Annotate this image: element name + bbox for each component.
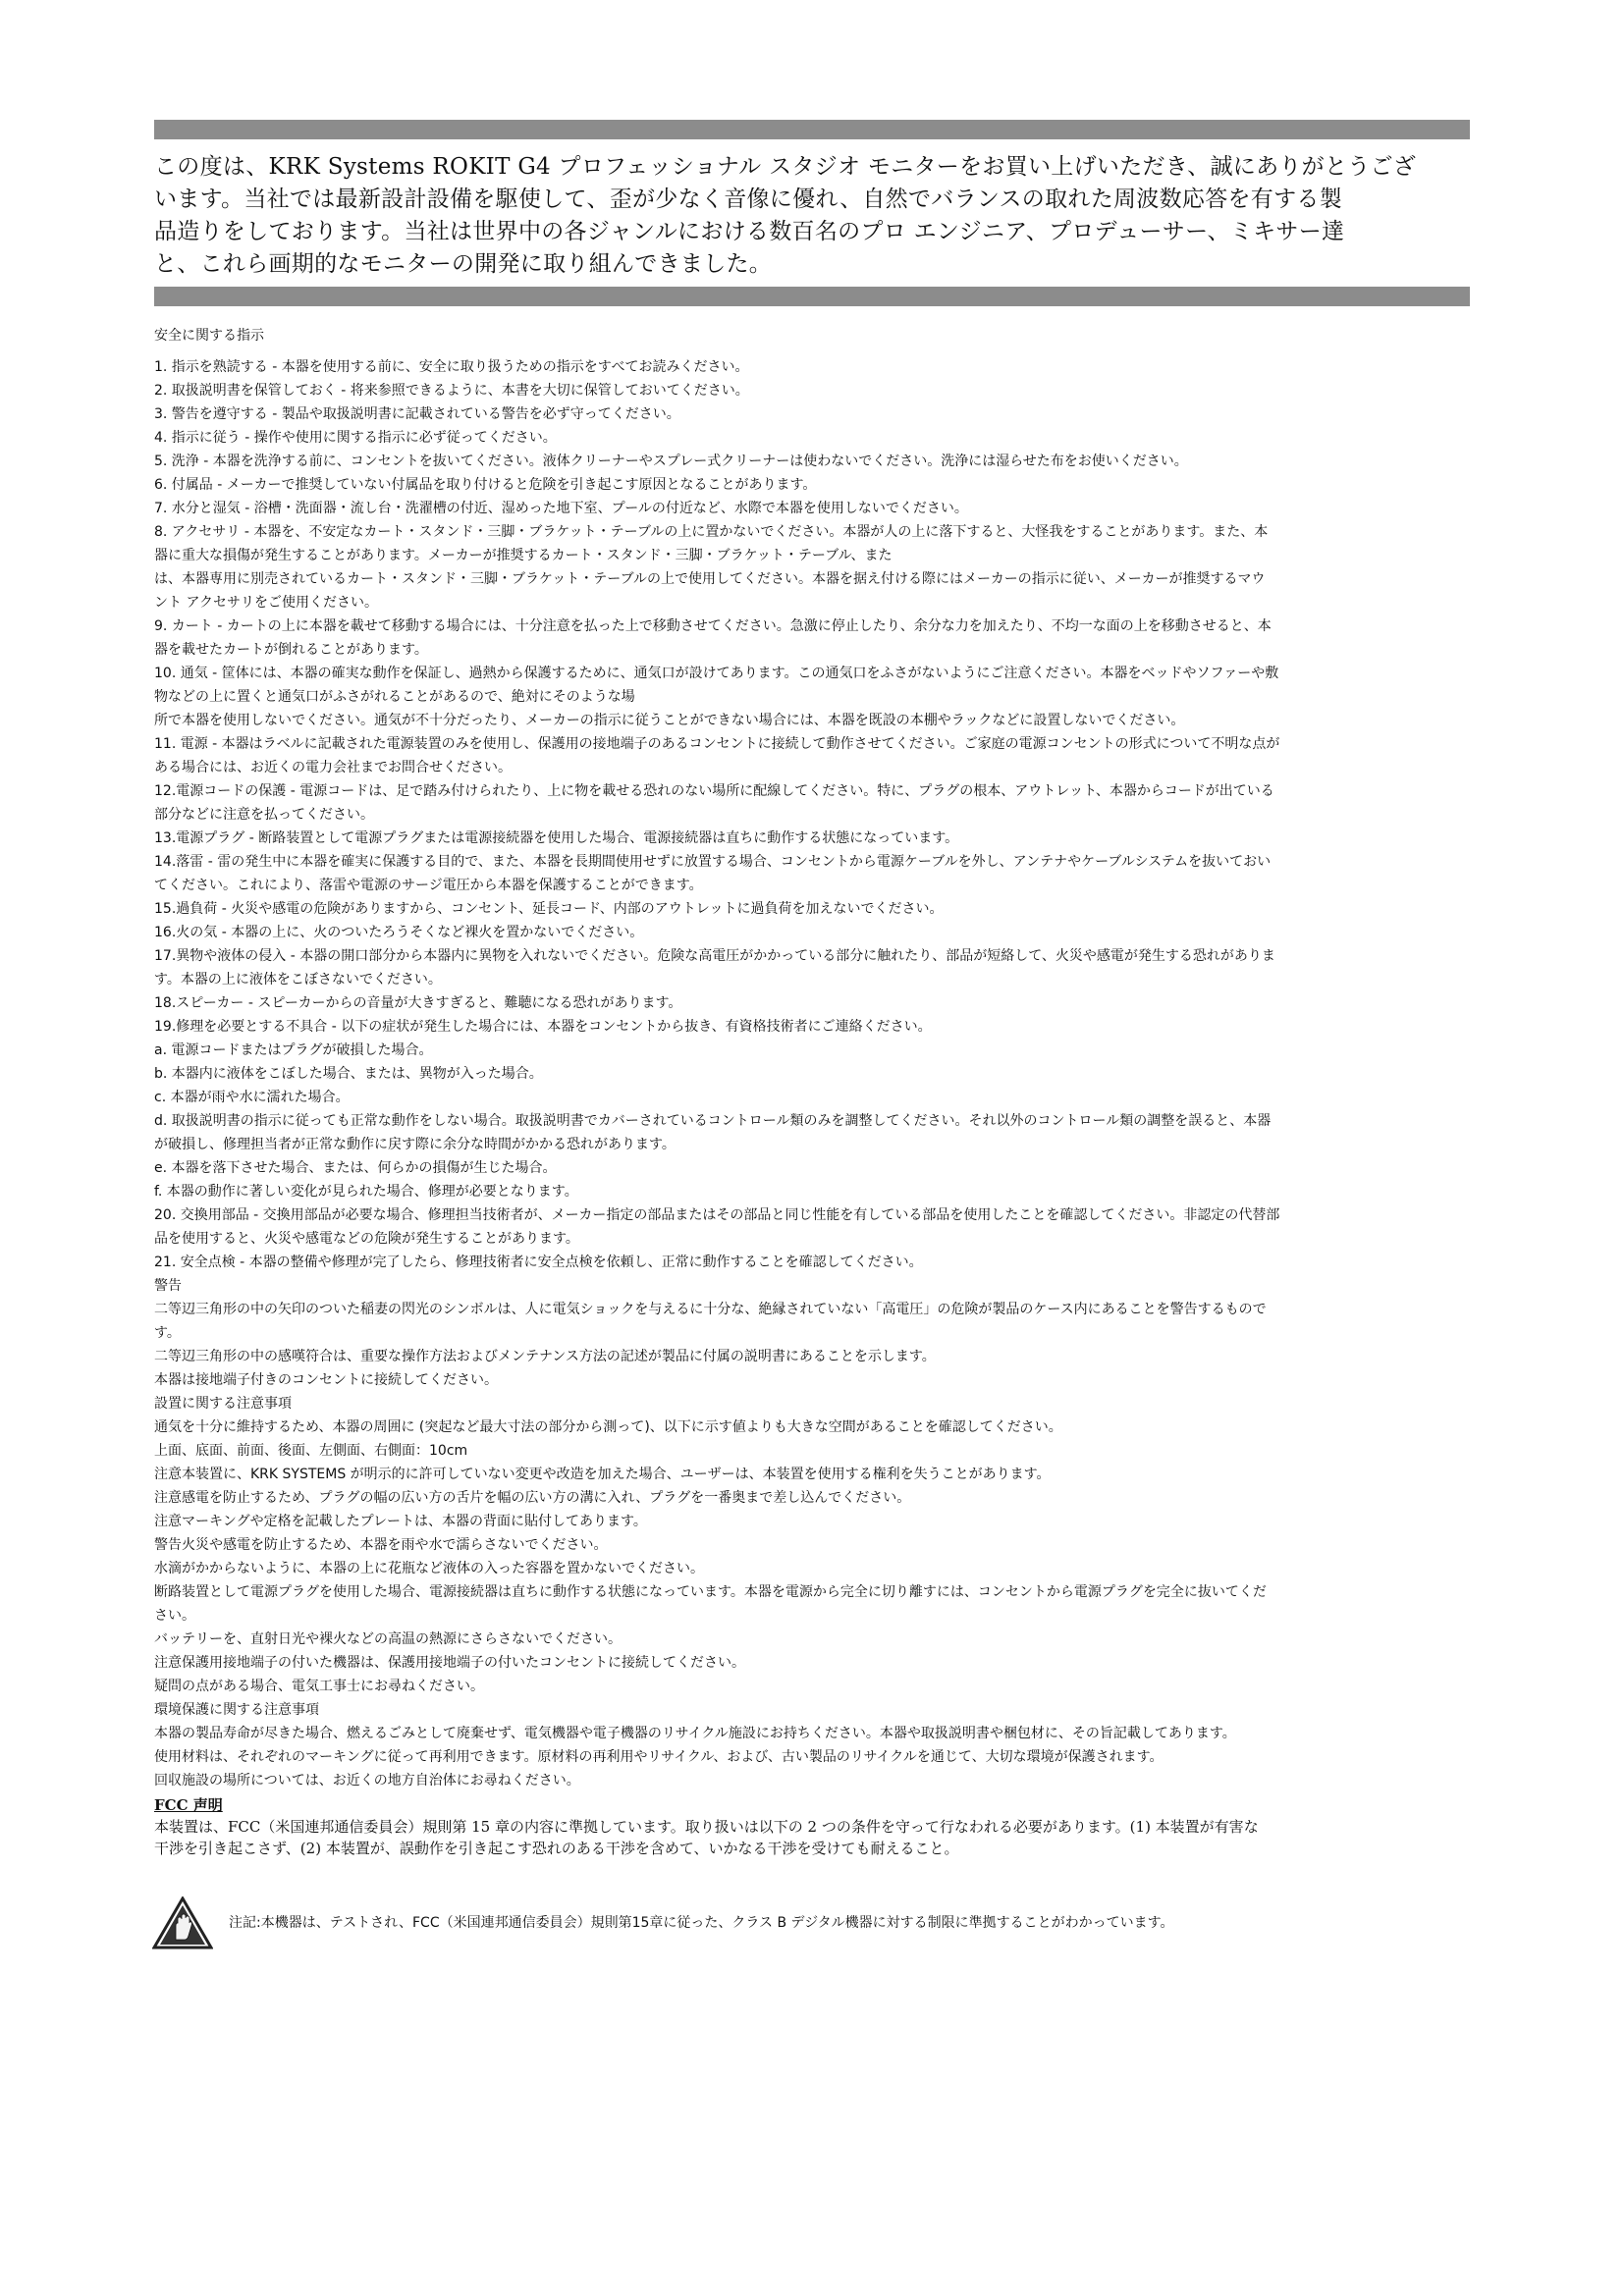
body-line: 環境保護に関する注意事項 <box>154 1702 319 1718</box>
body-line: 安全に関する指示 <box>154 328 264 344</box>
body-line: 2. 取扱説明書を保管しておく - 将来参照できるように、本書を大切に保管しておいてください。 <box>154 383 749 399</box>
body-line: c. 本器が雨や水に濡れた場合。 <box>154 1090 350 1105</box>
body-line: 注意本装置に、KRK SYSTEMS が明示的に許可していない変更や改造を加えた場合、ユーザーは、本装置を使用する権利を失うことがあります。 <box>154 1467 1051 1482</box>
body-line: 警告 <box>154 1278 182 1294</box>
body-line: さい。 <box>154 1608 195 1624</box>
fcc-heading: FCC 声明 <box>154 1796 223 1814</box>
body-line: 12.電源コードの保護 - 電源コードは、足で踏み付けられたり、上に物を載せる恐れのない場所に配線してください。特に、プラグの根本、アウトレット、本器からコードが出ている <box>154 783 1274 799</box>
intro-paragraph <box>154 139 1470 287</box>
body-line: 警告火災や感電を防止するため、本器を雨や水で濡らさないでください。 <box>154 1537 608 1553</box>
hand-warning-icon <box>152 1896 213 1949</box>
intro-line: この度は、KRK Systems ROKIT G4 プロフェッショナル スタジオ モニターをお買い上げいただき、誠にありがとうござ <box>154 154 1417 180</box>
body-line: 本器は接地端子付きのコンセントに接続してください。 <box>154 1372 498 1388</box>
body-line: 15.過負荷 - 火災や感電の危険がありますから、コンセント、延長コード、内部のアウトレットに過負荷を加えないでください。 <box>154 901 944 917</box>
body-line: 部分などに注意を払ってください。 <box>154 807 374 823</box>
fcc-statement <box>154 1794 1470 1859</box>
body-line: b. 本器内に液体をこぼした場合、または、異物が入った場合。 <box>154 1066 543 1082</box>
body-line: 疑問の点がある場合、電気工事士にお尋ねください。 <box>154 1679 484 1694</box>
body-line: す。 <box>154 1325 181 1341</box>
body-line: 8. アクセサリ - 本器を、不安定なカート・スタンド・三脚・ブラケット・テーブルの上に置かないでください。本器が人の上に落下すると、大怪我をすることがあります。また、本 <box>154 524 1269 540</box>
body-line: 物などの上に置くと通気口がふさがれることがあるので、絶対にそのような場 <box>154 689 635 705</box>
body-line: 器を載せたカートが倒れることがあります。 <box>154 642 428 658</box>
body-line: 二等辺三角形の中の矢印のついた稲妻の閃光のシンボルは、人に電気ショックを与えるに十分な、絶縁されていない「高電圧」の危険が製品のケース内にあることを警告するもので <box>154 1302 1267 1317</box>
body-line: 器に重大な損傷が発生することがあります。メーカーが推奨するカート・スタンド・三脚・ブラケット・テーブル、また <box>154 548 893 563</box>
body-line: 4. 指示に従う - 操作や使用に関する指示に必ず従ってください。 <box>154 430 557 446</box>
body-line: 二等辺三角形の中の感嘆符合は、重要な操作方法およびメンテナンス方法の記述が製品に付属の説明書にあることを示します。 <box>154 1349 936 1364</box>
body-line: 14.落雷 - 雷の発生中に本器を確実に保護する目的で、また、本器を長期間使用せずに放置する場合、コンセントから電源ケーブルを外し、アンテナやケーブルシステムを抜いておい <box>154 854 1272 870</box>
body-line: 上面、底面、前面、後面、左側面、右側面：10cm <box>154 1443 468 1459</box>
top-divider-bar <box>154 120 1470 139</box>
body-line: 20. 交換用部品 - 交換用部品が必要な場合、修理担当技術者が、メーカー指定の部品またはその部品と同じ性能を有している部品を使用したことを確認してください。非認定の代替部 <box>154 1207 1280 1223</box>
body-line: 17.異物や液体の侵入 - 本器の開口部分から本器内に異物を入れないでください。危険な高電圧がかかっている部分に触れたり、部品が短絡して、火災や感電が発生する恐れがありま <box>154 948 1275 964</box>
body-line: てください。これにより、落雷や電源のサージ電圧から本器を保護することができます。 <box>154 878 703 893</box>
body-line: e. 本器を落下させた場合、または、何らかの損傷が生じた場合。 <box>154 1160 557 1176</box>
body-line: 3. 警告を遵守する - 製品や取扱説明書に記載されている警告を必ず守ってください。 <box>154 406 680 422</box>
body-line: 設置に関する注意事項 <box>154 1396 292 1412</box>
intro-line: と、これら画期的なモニターの開発に取り組んできました。 <box>154 251 773 277</box>
body-line: 9. カート - カートの上に本器を載せて移動する場合には、十分注意を払った上で移動させてください。急激に停止したり、余分な力を加えたり、不均一な面の上を移動させると、本 <box>154 618 1272 634</box>
body-line: は、本器専用に別売されているカート・スタンド・三脚・ブラケット・テーブルの上で使用してください。本器を据え付ける際にはメーカーの指示に従い、メーカーが推奨するマウ <box>154 571 1266 587</box>
body-line: 水滴がかからないように、本器の上に花瓶など液体の入った容器を置かないでください。 <box>154 1561 704 1576</box>
body-line: 回収施設の場所については、お近くの地方自治体にお尋ねください。 <box>154 1773 580 1789</box>
body-line: 21. 安全点検 - 本器の整備や修理が完了したら、修理技術者に安全点検を依頼し、正常に動作することを確認してください。 <box>154 1255 923 1270</box>
body-line: 5. 洗浄 - 本器を洗浄する前に、コンセントを抜いてください。液体クリーナーやスプレー式クリーナーは使わないでください。洗浄には湿らせた布をお使いください。 <box>154 454 1188 469</box>
fcc-note <box>154 1896 1470 1949</box>
body-line: が破損し、修理担当者が正常な動作に戻す際に余分な時間がかかる恐れがあります。 <box>154 1137 676 1152</box>
body-line: 13.電源プラグ - 断路装置として電源プラグまたは電源接続器を使用した場合、電源接続器は直ちに動作する状態になっています。 <box>154 830 959 846</box>
body-line: a. 電源コードまたはプラグが破損した場合。 <box>154 1042 433 1058</box>
fcc-line: 干渉を引き起こさず、(2) 本装置が、誤動作を引き起こす恐れのある干渉を含めて、いかなる干渉を受けても耐えること。 <box>154 1840 959 1857</box>
body-line: 品を使用すると、火災や感電などの危険が発生することがあります。 <box>154 1231 579 1247</box>
body-line: 使用材料は、それぞれのマーキングに従って再利用できます。原材料の再利用やリサイクル、および、古い製品のリサイクルを通じて、大切な環境が保護されます。 <box>154 1749 1164 1765</box>
body-line: ント アクセサリをご使用ください。 <box>154 595 379 611</box>
intro-line: います。当社では最新設計設備を駆使して、歪が少なく音像に優れ、自然でバランスの取れた周波数応答を有する製 <box>154 187 1342 212</box>
fcc-note-text: 注記:本機器は、テストされ、FCC（米国連邦通信委員会）規則第15章に従った、クラス B デジタル機器に対する制限に準拠することがわかっています。 <box>229 1915 1174 1931</box>
body-line: 19.修理を必要とする不具合 - 以下の症状が発生した場合には、本器をコンセントから抜き、有資格技術者にご連絡ください。 <box>154 1019 932 1035</box>
body-line: バッテリーを、直射日光や裸火などの高温の熱源にさらさないでください。 <box>154 1631 622 1647</box>
body-line: 6. 付属品 - メーカーで推奨していない付属品を取り付けると危険を引き起こす原因となることがあります。 <box>154 477 817 493</box>
document-page <box>154 120 1470 1949</box>
body-line: す。本器の上に液体をこぼさないでください。 <box>154 972 442 988</box>
body-line: f. 本器の動作に著しい変化が見られた場合、修理が必要となります。 <box>154 1184 578 1200</box>
body-line: 10. 通気 - 筐体には、本器の確実な動作を保証し、過熱から保護するために、通気口が設けてあります。この通気口をふさがないようにご注意ください。本器をベッドやソファーや敷 <box>154 666 1279 681</box>
body-line: 本器の製品寿命が尽きた場合、燃えるごみとして廃棄せず、電気機器や電子機器のリサイクル施設にお持ちください。本器や取扱説明書や梱包材に、その旨記載してあります。 <box>154 1726 1236 1741</box>
body-line: 11. 電源 - 本器はラベルに記載された電源装置のみを使用し、保護用の接地端子のあるコンセントに接続して動作させてください。ご家庭の電源コンセントの形式について不明な点が <box>154 736 1280 752</box>
body-line: 注意マーキングや定格を記載したプレートは、本器の背面に貼付してあります。 <box>154 1514 647 1529</box>
body-line: 注意保護用接地端子の付いた機器は、保護用接地端子の付いたコンセントに接続してください。 <box>154 1655 745 1671</box>
body-line: ある場合には、お近くの電力会社までお問合せください。 <box>154 760 512 775</box>
intro-line: 品造りをしております。当社は世界中の各ジャンルにおける数百名のプロ エンジニア、プロデューサー、ミキサー達 <box>154 219 1345 244</box>
body-line: d. 取扱説明書の指示に従っても正常な動作をしない場合。取扱説明書でカバーされているコントロール類のみを調整してください。それ以外のコントロール類の調整を誤ると、本器 <box>154 1113 1272 1129</box>
body-line: 16.火の気 - 本器の上に、火のついたろうそくなど裸火を置かないでください。 <box>154 925 644 940</box>
safety-instructions <box>154 324 1470 1792</box>
body-line: 18.スピーカー - スピーカーからの音量が大きすぎると、難聴になる恐れがあります。 <box>154 995 682 1011</box>
body-line: 7. 水分と湿気 - 浴槽・洗面器・流し台・洗濯槽の付近、湿めった地下室、プールの付近など、水際で本器を使用しないでください。 <box>154 501 968 516</box>
body-line: 断路装置として電源プラグを使用した場合、電源接続器は直ちに動作する状態になっています。本器を電源から完全に切り離すには、コンセントから電源プラグを完全に抜いてくだ <box>154 1584 1267 1600</box>
body-line: 所で本器を使用しないでください。通気が不十分だったり、メーカーの指示に従うことができない場合には、本器を既設の本棚やラックなどに設置しないでください。 <box>154 713 1185 728</box>
body-line: 1. 指示を熟読する - 本器を使用する前に、安全に取り扱うための指示をすべてお読みください。 <box>154 359 749 375</box>
bottom-divider-bar <box>154 287 1470 306</box>
fcc-line: 本装置は、FCC（米国連邦通信委員会）規則第 15 章の内容に準拠しています。取り扱いは以下の 2 つの条件を守って行なわれる必要があります。(1) 本装置が有害な <box>154 1818 1259 1836</box>
body-line: 通気を十分に維持するため、本器の周囲に (突起など最大寸法の部分から測って)、以下に示す値よりも大きな空間があることを確認してください。 <box>154 1419 1062 1435</box>
body-line: 注意感電を防止するため、プラグの幅の広い方の舌片を幅の広い方の溝に入れ、プラグを一番奥まで差し込んでください。 <box>154 1490 911 1506</box>
